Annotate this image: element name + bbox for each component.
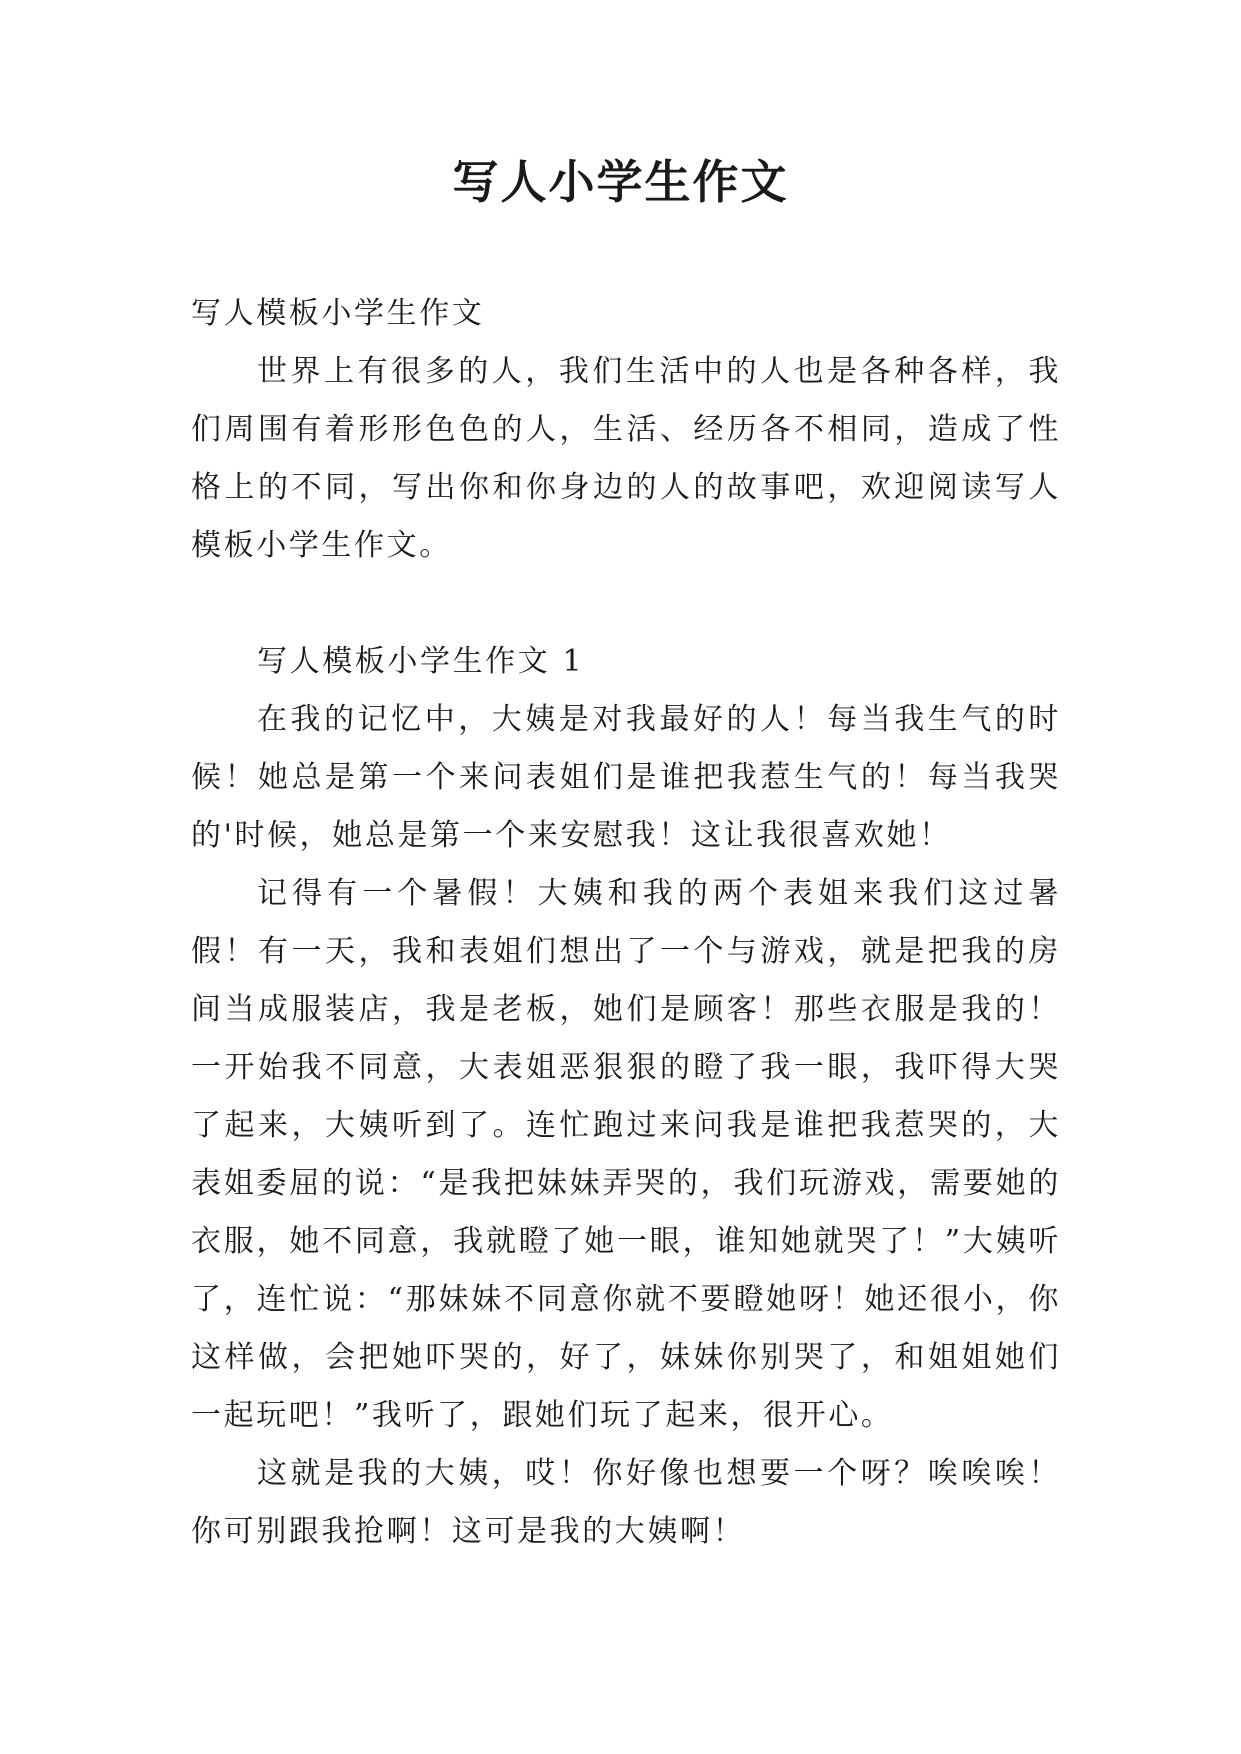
document-subtitle: 写人模板小学生作文 [191, 296, 485, 331]
intro-paragraph: 世界上有很多的人，我们生活中的人也是各种各样，我们周围有着形形色色的人，生活、经历各不相同，造成了性格上的不同，写出你和你身边的人的故事吧，欢迎阅读写人模板小学生作文。 [191, 354, 1061, 563]
essay-paragraph-1: 在我的记忆中，大姨是对我最好的人！每当我生气的时候！她总是第一个来问表姐们是谁把我惹生气的！每当我哭的'时候，她总是第一个来安慰我！这让我很喜欢她！ [191, 702, 1061, 853]
document-title: 写人小学生作文 [452, 155, 789, 209]
section-spacer [191, 575, 1061, 633]
document-body [191, 285, 1061, 1561]
essay-paragraph-3: 这就是我的大姨，哎！你好像也想要一个呀？唉唉唉！你可别跟我抢啊！这可是我的大姨啊！ [191, 1456, 1061, 1549]
essay-paragraph-2: 记得有一个暑假！大姨和我的两个表姐来我们这过暑假！有一天，我和表姐们想出了一个与游戏，就是把我的房间当成服装店，我是老板，她们是顾客！那些衣服是我的！一开始我不同意，大表姐恶狠狠的瞪了我一眼，我吓得大哭了起来，大姨听到了。连忙跑过来问我是谁把我惹哭的，大表姐委屈的说：“是我把妹妹弄哭的，我们玩游戏，需要她的衣服，她不同意，我就瞪了她一眼，谁知她就哭了！”大姨听了，连忙说：“那妹妹不同意你就不要瞪她呀！她还很小，你这样做，会把她吓哭的，好了，妹妹你别哭了，和姐姐她们一起玩吧！”我听了，跟她们玩了起来，很开心。 [191, 876, 1061, 1433]
section-heading: 写人模板小学生作文 1 [257, 644, 585, 679]
